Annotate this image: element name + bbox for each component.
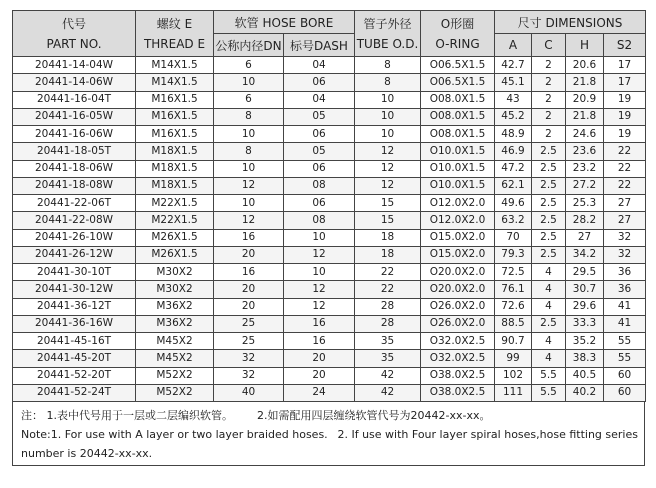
tube-od-cell: 42 — [355, 384, 421, 401]
dim-h-cell: 29.5 — [566, 264, 604, 281]
dim-h-cell: 35.2 — [566, 333, 604, 350]
table-row — [13, 108, 646, 125]
tube-od-cell: 8 — [355, 57, 421, 74]
table-row — [13, 126, 646, 143]
dim-s2-cell: 41 — [604, 298, 646, 315]
part-no-cell: 20441-30-12W — [13, 281, 136, 298]
dim-h-cell: 29.6 — [566, 298, 604, 315]
dn-cell: 12 — [214, 177, 284, 194]
thread-cell: M18X1.5 — [136, 143, 214, 160]
thread-header-en: THREAD E — [143, 36, 206, 51]
dash-cell: 06 — [284, 160, 355, 177]
dash-cell: 05 — [284, 143, 355, 160]
dn-cell: 10 — [214, 195, 284, 212]
dash-cell: 12 — [284, 246, 355, 263]
thread-cell: M14X1.5 — [136, 57, 214, 74]
tube-od-cell: 22 — [355, 264, 421, 281]
dim-h-cell: 21.8 — [566, 108, 604, 125]
dim-c-cell: 2.5 — [532, 143, 566, 160]
part-no-cell: 20441-16-04T — [13, 91, 136, 108]
dim-s2-cell: 19 — [604, 91, 646, 108]
note-cn-2: 2.如需配用四层缠绕软管代号为20442-xx-xx。 — [257, 409, 491, 422]
dim-a-cell: 62.1 — [495, 177, 532, 194]
dash-cell: 08 — [284, 177, 355, 194]
dim-h-cell: 25.3 — [566, 195, 604, 212]
dim-s2-cell: 41 — [604, 315, 646, 332]
thread-cell: M36X2 — [136, 315, 214, 332]
table-row — [13, 195, 646, 212]
o-ring-cell: O32.0X2.5 — [421, 333, 495, 350]
thread-cell: M30X2 — [136, 264, 214, 281]
tube-od-cell: 8 — [355, 74, 421, 91]
part-no-cell: 20441-14-04W — [13, 57, 136, 74]
dim-c-cell: 2.5 — [532, 246, 566, 263]
tube-od-cell: 12 — [355, 177, 421, 194]
tube-od-header-cn: 管子外径 — [363, 16, 412, 31]
dash-cell: 16 — [284, 315, 355, 332]
dn-cell: 10 — [214, 74, 284, 91]
tube-od-cell: 28 — [355, 315, 421, 332]
dim-c-cell: 2.5 — [532, 212, 566, 229]
tube-od-cell: 10 — [355, 91, 421, 108]
table-row — [13, 315, 646, 332]
part-no-cell: 20441-16-06W — [13, 126, 136, 143]
dim-c-cell: 4 — [532, 281, 566, 298]
tube-od-cell: 35 — [355, 333, 421, 350]
dim-h-cell: 40.5 — [566, 367, 604, 384]
dim-s2-cell: 27 — [604, 212, 646, 229]
specification-sheet — [12, 10, 645, 466]
thread-cell: M30X2 — [136, 281, 214, 298]
dim-h-cell: 27 — [566, 229, 604, 246]
dash-cell: 04 — [284, 91, 355, 108]
dim-a-cell: 48.9 — [495, 126, 532, 143]
dim-a-cell: 49.6 — [495, 195, 532, 212]
o-ring-cell: O12.0X2.0 — [421, 195, 495, 212]
dim-h-cell: 24.6 — [566, 126, 604, 143]
dim-c-cell: 2 — [532, 108, 566, 125]
part-no-cell: 20441-36-16W — [13, 315, 136, 332]
dim-a-cell: 88.5 — [495, 315, 532, 332]
dim-a-cell: 72.6 — [495, 298, 532, 315]
thread-header — [136, 11, 214, 57]
dim-c-cell: 2 — [532, 91, 566, 108]
tube-od-cell: 12 — [355, 160, 421, 177]
o-ring-header-cn: O形圈 — [440, 16, 475, 31]
thread-cell: M22X1.5 — [136, 195, 214, 212]
thread-cell: M16X1.5 — [136, 108, 214, 125]
dim-c-cell: 4 — [532, 350, 566, 367]
dim-c-cell: 2 — [532, 57, 566, 74]
thread-cell: M22X1.5 — [136, 212, 214, 229]
part-no-cell: 20441-22-08W — [13, 212, 136, 229]
thread-cell: M16X1.5 — [136, 91, 214, 108]
o-ring-cell: O20.0X2.0 — [421, 281, 495, 298]
tube-od-header-en: TUBE O.D. — [356, 36, 419, 51]
dim-s2-cell: 36 — [604, 281, 646, 298]
dim-c-cell: 2.5 — [532, 160, 566, 177]
dim-c-cell: 4 — [532, 264, 566, 281]
dim-h-cell: 28.2 — [566, 212, 604, 229]
dim-h-cell: 20.9 — [566, 91, 604, 108]
dash-header: 标号DASH — [284, 34, 355, 57]
o-ring-cell: O10.0X1.5 — [421, 160, 495, 177]
dash-cell: 10 — [284, 229, 355, 246]
dim-a-cell: 79.3 — [495, 246, 532, 263]
dim-a-cell: 45.2 — [495, 108, 532, 125]
dim-h-cell: 40.2 — [566, 384, 604, 401]
table-row — [13, 264, 646, 281]
dim-a-cell: 76.1 — [495, 281, 532, 298]
o-ring-cell: O08.0X1.5 — [421, 126, 495, 143]
table-row — [13, 367, 646, 384]
dim-s2-cell: 36 — [604, 264, 646, 281]
table-row — [13, 298, 646, 315]
dash-cell: 16 — [284, 333, 355, 350]
dash-cell: 06 — [284, 126, 355, 143]
thread-cell: M52X2 — [136, 384, 214, 401]
dash-cell: 24 — [284, 384, 355, 401]
dash-cell: 10 — [284, 264, 355, 281]
dim-h-cell: 21.8 — [566, 74, 604, 91]
dim-s2-cell: 32 — [604, 229, 646, 246]
tube-od-cell: 10 — [355, 126, 421, 143]
o-ring-cell: O26.0X2.0 — [421, 298, 495, 315]
dim-a-cell: 45.1 — [495, 74, 532, 91]
table-row — [13, 333, 646, 350]
note-en-3: number is 20442-xx-xx. — [21, 447, 153, 460]
dn-cell: 12 — [214, 212, 284, 229]
tube-od-cell: 10 — [355, 108, 421, 125]
dim-c-cell: 5.5 — [532, 367, 566, 384]
dim-a-cell: 63.2 — [495, 212, 532, 229]
dn-cell: 40 — [214, 384, 284, 401]
note-cn-1: 注： 1.表中代号用于一层或二层编织软管。 — [21, 409, 233, 422]
thread-cell: M26X1.5 — [136, 246, 214, 263]
part-no-cell: 20441-52-20T — [13, 367, 136, 384]
part-no-cell: 20441-18-05T — [13, 143, 136, 160]
table-row — [13, 281, 646, 298]
part-no-cell: 20441-30-10T — [13, 264, 136, 281]
o-ring-cell: O15.0X2.0 — [421, 229, 495, 246]
dn-cell: 20 — [214, 246, 284, 263]
dim-s2-cell: 19 — [604, 108, 646, 125]
dim-s2-cell: 27 — [604, 195, 646, 212]
dim-h-cell: 34.2 — [566, 246, 604, 263]
thread-header-cn: 螺纹 E — [156, 16, 193, 31]
dim-a-cell: 72.5 — [495, 264, 532, 281]
dim-c-cell: 2 — [532, 126, 566, 143]
tube-od-header — [355, 11, 421, 57]
o-ring-cell: O20.0X2.0 — [421, 264, 495, 281]
thread-cell: M26X1.5 — [136, 229, 214, 246]
dimensions-header: 尺寸 DIMENSIONS — [495, 11, 646, 34]
part-no-cell: 20441-22-06T — [13, 195, 136, 212]
thread-cell: M52X2 — [136, 367, 214, 384]
dim-c-header: C — [532, 34, 566, 57]
table-row — [13, 74, 646, 91]
part-no-cell: 20441-18-08W — [13, 177, 136, 194]
dim-c-cell: 2.5 — [532, 315, 566, 332]
o-ring-cell: O06.5X1.5 — [421, 74, 495, 91]
dim-c-cell: 5.5 — [532, 384, 566, 401]
dim-h-cell: 23.6 — [566, 143, 604, 160]
dn-cell: 20 — [214, 281, 284, 298]
dim-c-cell: 2.5 — [532, 177, 566, 194]
dn-cell: 32 — [214, 367, 284, 384]
part-no-cell: 20441-36-12T — [13, 298, 136, 315]
dim-s2-header: S2 — [604, 34, 646, 57]
dim-a-cell: 43 — [495, 91, 532, 108]
dim-c-cell: 2 — [532, 74, 566, 91]
o-ring-cell: O32.0X2.5 — [421, 350, 495, 367]
tube-od-cell: 18 — [355, 246, 421, 263]
dn-cell: 16 — [214, 264, 284, 281]
notes-section — [12, 402, 645, 466]
thread-cell: M18X1.5 — [136, 177, 214, 194]
part-no-cell: 20441-26-10W — [13, 229, 136, 246]
tube-od-cell: 35 — [355, 350, 421, 367]
dim-s2-cell: 60 — [604, 384, 646, 401]
fitting-spec-table — [12, 10, 646, 402]
o-ring-header — [421, 11, 495, 57]
dash-cell: 05 — [284, 108, 355, 125]
dim-h-cell: 23.2 — [566, 160, 604, 177]
tube-od-cell: 12 — [355, 143, 421, 160]
thread-cell: M18X1.5 — [136, 160, 214, 177]
tube-od-cell: 42 — [355, 367, 421, 384]
dim-h-cell: 38.3 — [566, 350, 604, 367]
dash-cell: 06 — [284, 195, 355, 212]
table-row — [13, 212, 646, 229]
part-no-header-en: PART NO. — [46, 36, 102, 51]
o-ring-cell: O08.0X1.5 — [421, 91, 495, 108]
o-ring-cell: O10.0X1.5 — [421, 177, 495, 194]
dn-cell: 10 — [214, 126, 284, 143]
dim-c-cell: 2.5 — [532, 195, 566, 212]
dim-s2-cell: 17 — [604, 57, 646, 74]
o-ring-cell: O12.0X2.0 — [421, 212, 495, 229]
o-ring-cell: O38.0X2.5 — [421, 367, 495, 384]
dim-a-cell: 99 — [495, 350, 532, 367]
dim-s2-cell: 22 — [604, 143, 646, 160]
part-no-cell: 20441-14-06W — [13, 74, 136, 91]
dash-cell: 12 — [284, 281, 355, 298]
dim-s2-cell: 17 — [604, 74, 646, 91]
part-no-cell: 20441-16-05W — [13, 108, 136, 125]
dim-s2-cell: 22 — [604, 177, 646, 194]
dash-cell: 12 — [284, 298, 355, 315]
dim-s2-cell: 55 — [604, 333, 646, 350]
dn-cell: 25 — [214, 333, 284, 350]
tube-od-cell: 18 — [355, 229, 421, 246]
part-no-header — [13, 11, 136, 57]
table-row — [13, 384, 646, 401]
dim-a-cell: 46.9 — [495, 143, 532, 160]
dim-s2-cell: 60 — [604, 367, 646, 384]
o-ring-cell: O08.0X1.5 — [421, 108, 495, 125]
dn-cell: 20 — [214, 298, 284, 315]
table-row — [13, 143, 646, 160]
dim-a-cell: 102 — [495, 367, 532, 384]
dim-c-cell: 2.5 — [532, 229, 566, 246]
tube-od-cell: 15 — [355, 212, 421, 229]
table-row — [13, 246, 646, 263]
dn-cell: 25 — [214, 315, 284, 332]
dim-a-cell: 47.2 — [495, 160, 532, 177]
dim-s2-cell: 19 — [604, 126, 646, 143]
note-en-1: Note:1. For use with A layer or two layer braided hoses. — [21, 428, 328, 441]
dash-cell: 08 — [284, 212, 355, 229]
o-ring-cell: O10.0X1.5 — [421, 143, 495, 160]
dn-cell: 16 — [214, 229, 284, 246]
dn-cell: 8 — [214, 108, 284, 125]
dim-s2-cell: 22 — [604, 160, 646, 177]
dim-h-cell: 27.2 — [566, 177, 604, 194]
thread-cell: M45X2 — [136, 333, 214, 350]
part-no-cell: 20441-18-06W — [13, 160, 136, 177]
o-ring-cell: O06.5X1.5 — [421, 57, 495, 74]
dn-cell: 8 — [214, 143, 284, 160]
thread-cell: M16X1.5 — [136, 126, 214, 143]
dash-cell: 04 — [284, 57, 355, 74]
table-row — [13, 229, 646, 246]
dn-cell: 32 — [214, 350, 284, 367]
part-no-cell: 20441-45-16T — [13, 333, 136, 350]
note-en-2: 2. If use with Four layer spiral hoses,hose fitting series — [337, 428, 638, 441]
dim-h-cell: 30.7 — [566, 281, 604, 298]
table-row — [13, 177, 646, 194]
dash-cell: 20 — [284, 350, 355, 367]
o-ring-cell: O26.0X2.0 — [421, 315, 495, 332]
dim-a-header: A — [495, 34, 532, 57]
table-row — [13, 91, 646, 108]
dn-cell: 6 — [214, 57, 284, 74]
thread-cell: M45X2 — [136, 350, 214, 367]
table-row — [13, 160, 646, 177]
hose-bore-header: 软管 HOSE BORE — [214, 11, 355, 34]
dim-h-cell: 20.6 — [566, 57, 604, 74]
o-ring-cell: O38.0X2.5 — [421, 384, 495, 401]
dim-s2-cell: 55 — [604, 350, 646, 367]
part-no-cell: 20441-45-20T — [13, 350, 136, 367]
dim-h-header: H — [566, 34, 604, 57]
dim-a-cell: 90.7 — [495, 333, 532, 350]
thread-cell: M36X2 — [136, 298, 214, 315]
dim-a-cell: 42.7 — [495, 57, 532, 74]
part-no-cell: 20441-52-24T — [13, 384, 136, 401]
thread-cell: M14X1.5 — [136, 74, 214, 91]
part-no-header-cn: 代号 — [61, 16, 86, 31]
dash-cell: 20 — [284, 367, 355, 384]
dn-header: 公称内径DN — [214, 34, 284, 57]
dim-a-cell: 111 — [495, 384, 532, 401]
dim-a-cell: 70 — [495, 229, 532, 246]
dim-s2-cell: 32 — [604, 246, 646, 263]
tube-od-cell: 22 — [355, 281, 421, 298]
tube-od-cell: 28 — [355, 298, 421, 315]
dash-cell: 06 — [284, 74, 355, 91]
tube-od-cell: 15 — [355, 195, 421, 212]
dim-c-cell: 4 — [532, 298, 566, 315]
o-ring-header-en: O-RING — [435, 36, 480, 51]
dim-c-cell: 4 — [532, 333, 566, 350]
dn-cell: 10 — [214, 160, 284, 177]
dn-cell: 6 — [214, 91, 284, 108]
table-row — [13, 350, 646, 367]
table-row — [13, 57, 646, 74]
dim-h-cell: 33.3 — [566, 315, 604, 332]
part-no-cell: 20441-26-12W — [13, 246, 136, 263]
o-ring-cell: O15.0X2.0 — [421, 246, 495, 263]
